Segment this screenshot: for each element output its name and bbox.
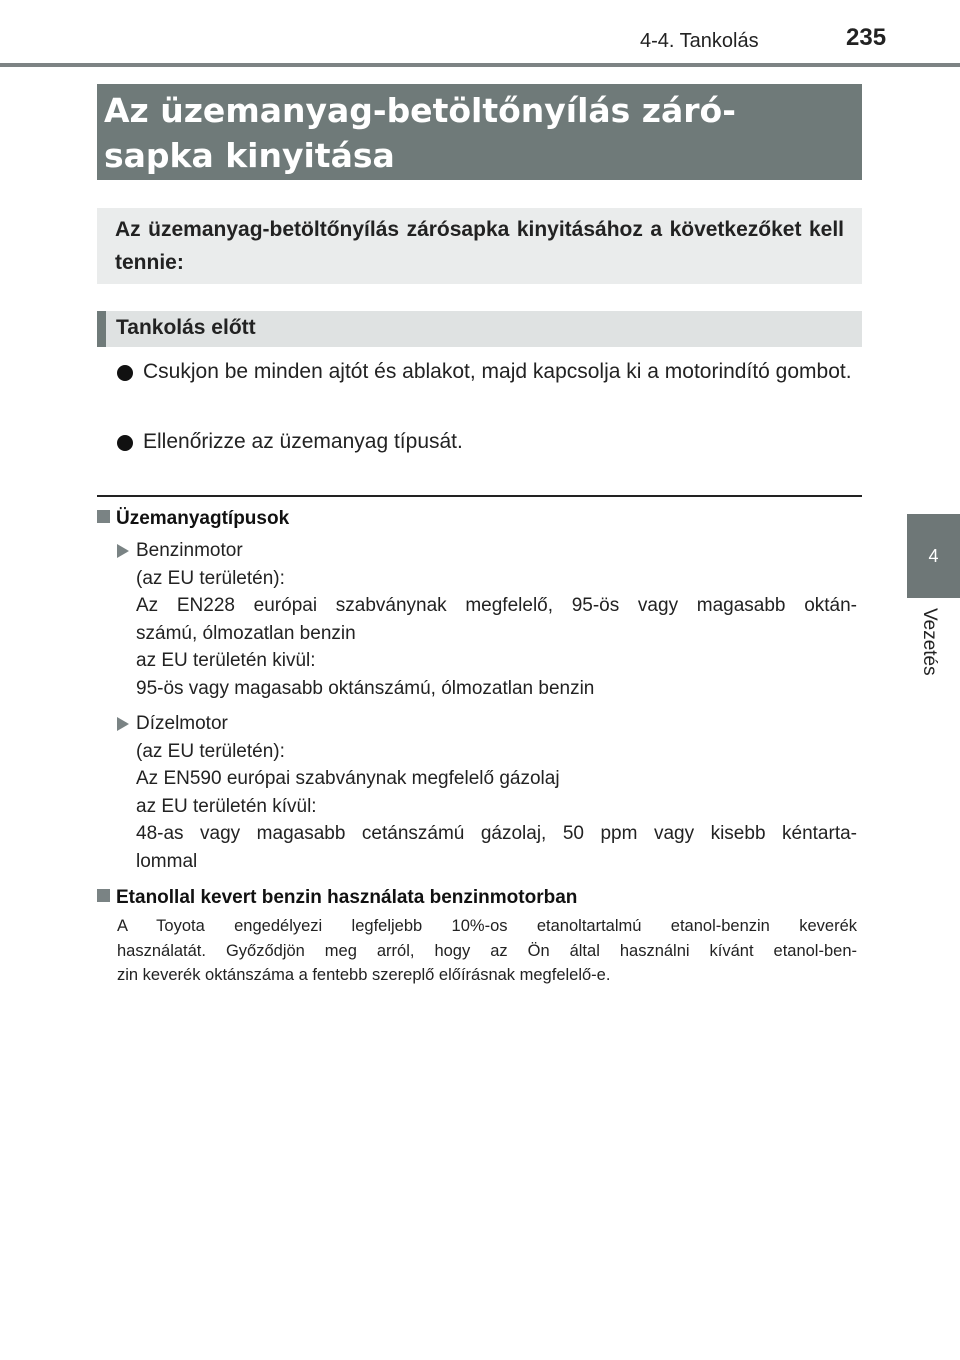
bullet-text: Csukjon be minden ajtót és ablakot, majd kapcsolja ki a motorindító gombot. xyxy=(143,360,852,383)
intro-text: Az üzemanyag-betöltőnyílás zárósapka kinyitásához a következőket kell tennie: xyxy=(97,208,862,284)
chapter-tab xyxy=(907,514,960,598)
petrol-in-eu-line1: Az EN228 európai szabványnak megfelelő, 95-ös vagy magasabb oktán- xyxy=(136,595,857,616)
triangle-bullet-icon xyxy=(117,717,129,731)
bullet-text: Ellenőrizze az üzemanyag típusát. xyxy=(143,430,463,453)
page-title xyxy=(97,84,862,180)
petrol-in-eu: (az EU területén): xyxy=(136,567,285,589)
petrol-in-eu-line2: számú, ólmozatlan benzin xyxy=(136,622,356,644)
fuel-types-heading-text: Üzemanyagtípusok xyxy=(116,508,290,529)
diesel-engine-block xyxy=(117,710,857,875)
section-divider xyxy=(97,495,862,497)
square-bullet-icon xyxy=(97,889,110,902)
diesel-in-eu-text: Az EN590 európai szabványnak megfelelő gázolaj xyxy=(136,768,560,789)
diesel-title: Dízelmotor xyxy=(136,713,228,734)
square-bullet-icon xyxy=(97,510,110,523)
ethanol-heading-text: Etanollal kevert benzin használata benzinmotorban xyxy=(116,887,578,908)
page-title-line1: Az üzemanyag-betöltőnyílás záró- xyxy=(104,91,736,130)
diesel-in-eu: (az EU területén): xyxy=(136,740,285,762)
page-number: 235 xyxy=(846,24,887,51)
ethanol-note-line3: zin keverék oktánszáma a fentebb szereplő előírásnak megfelelő-e. xyxy=(117,966,611,984)
ethanol-note-line2: használatát. Győződjön meg arról, hogy az Ön által használni kívánt etanol-ben- xyxy=(117,941,857,960)
petrol-title: Benzinmotor xyxy=(136,540,243,561)
page-title-line2: sapka kinyitása xyxy=(104,136,395,175)
petrol-outside-eu-text: 95-ös vagy magasabb oktánszámú, ólmozatlan benzin xyxy=(136,677,595,699)
diesel-outside-eu-line1: 48-as vagy magasabb cetánszámú gázolaj, 50 ppm vagy kisebb kéntarta- xyxy=(136,823,857,844)
fuel-types-heading xyxy=(97,507,289,531)
header-section-title: 4-4. Tankolás xyxy=(640,30,759,52)
triangle-bullet-icon xyxy=(117,544,129,558)
chapter-number: 4 xyxy=(928,545,939,566)
diesel-outside-eu-line2: lommal xyxy=(136,850,198,872)
diesel-outside-eu: az EU területén kívül: xyxy=(136,795,317,817)
chapter-label: Vezetés xyxy=(919,608,940,676)
ethanol-note-line1: A Toyota engedélyezi legfeljebb 10%-os etanoltartalmú etanol-benzin keverék xyxy=(117,917,857,935)
ethanol-note xyxy=(117,914,857,988)
list-item xyxy=(117,426,857,458)
header-rule xyxy=(0,63,960,67)
petrol-outside-eu: az EU területén kivül: xyxy=(136,650,316,671)
bullet-icon xyxy=(117,365,133,381)
petrol-engine-block xyxy=(117,537,857,702)
list-item xyxy=(117,356,857,388)
before-fueling-heading: Tankolás előtt xyxy=(97,311,862,347)
ethanol-heading xyxy=(97,886,577,910)
bullet-icon xyxy=(117,435,133,451)
